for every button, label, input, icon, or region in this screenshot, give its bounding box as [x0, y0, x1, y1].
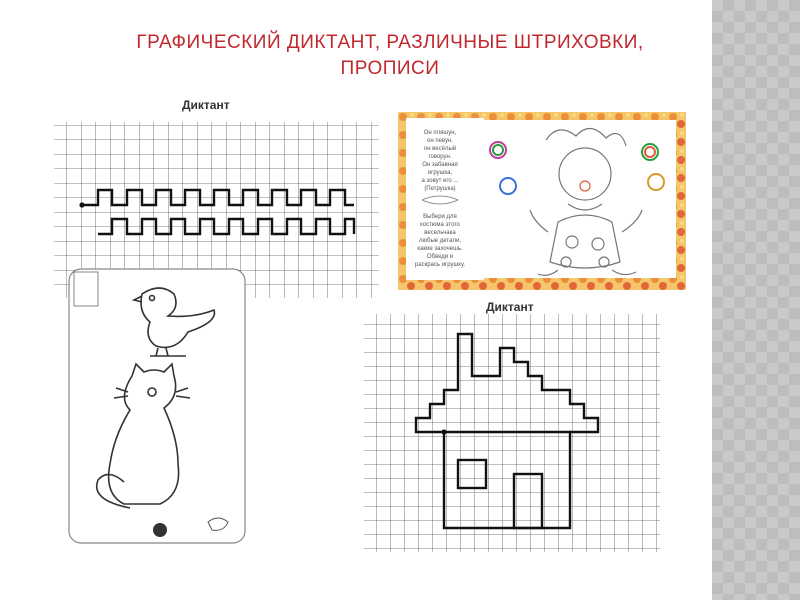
dictation-house-worksheet [362, 296, 662, 554]
task-line: какие захочешь. [417, 246, 463, 252]
slide-title-line-2: ПРОПИСИ [340, 58, 440, 79]
jester-coloring-page [398, 112, 686, 290]
poem-line: он певун, [427, 138, 453, 144]
bird-cat-coloring-card [68, 268, 246, 544]
task-line: любые детали, [419, 238, 461, 244]
poem-line: он весёлый [423, 146, 457, 152]
poem-line: а зовут его ... [421, 178, 459, 184]
dictation-caption: Диктант [486, 300, 534, 314]
task-line: весельчака [424, 230, 456, 236]
task-line: Выбери для [423, 214, 457, 220]
jester-illustration [398, 112, 686, 290]
start-dot [79, 202, 84, 207]
dictation-caption: Диктант [182, 98, 230, 112]
task-line: раскрась игрушку. [414, 262, 466, 268]
slide-title [60, 30, 720, 82]
start-dot [441, 429, 446, 434]
poem-line: Он забавная [422, 162, 458, 168]
decorative-side-pattern [712, 0, 800, 600]
bird-cat-illustration [68, 268, 246, 544]
task-line: костюма этого [420, 222, 460, 228]
task-line: Обведи и [426, 254, 454, 260]
poem-line: (Петрушка) [424, 186, 456, 192]
dictation-house-grid [362, 296, 662, 554]
poem-line: игрушка, [427, 170, 453, 176]
slide-title-line-1: ГРАФИЧЕСКИЙ ДИКТАНТ, РАЗЛИЧНЫЕ ШТРИХОВКИ, [136, 32, 644, 53]
poem-line: Он пляшун, [423, 130, 457, 136]
poem-line: говорун. [428, 154, 452, 160]
sun-icon [153, 523, 167, 537]
